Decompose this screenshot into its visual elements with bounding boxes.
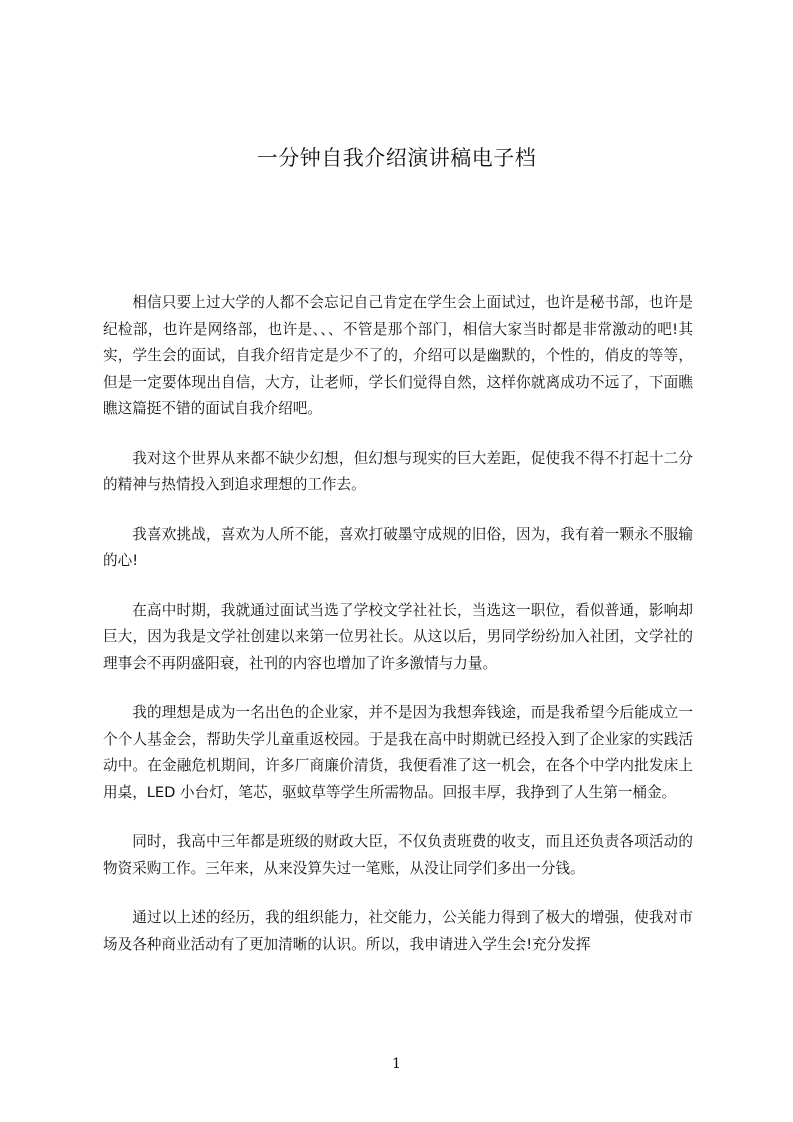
body-paragraph: 我对这个世界从来都不缺少幻想，但幻想与现实的巨大差距，促使我不得不打起十二分的精神与热情投入到追求理想的工作去。 — [103, 449, 693, 493]
body-paragraph: 相信只要上过大学的人都不会忘记自己肯定在学生会上面试过，也许是秘书部，也许是纪检部，也许是网络部，也许是、、、不管是那个部门，相信大家当时都是非常激动的吧!其实，学生会的面试，自我介绍肯定是少不了的，介绍可以是幽默的，个性的，俏皮的等等，但是一定要体现出自信，大方，让老师，学长们觉得自然，这样你就离成功不远了，下面瞧瞧这篇挺不错的面试自我介绍吧。 — [103, 294, 693, 417]
body-paragraph: 我喜欢挑战，喜欢为人所不能，喜欢打破墨守成规的旧俗，因为，我有着一颗永不服输的心! — [103, 525, 693, 569]
body-paragraph: 我的理想是成为一名出色的企业家，并不是因为我想奔钱途，而是我希望今后能成立一个个人基金会，帮助失学儿童重返校园。于是我在高中时期就已经投入到了企业家的实践活动中。在金融危机期间，许多厂商廉价清货，我便看准了这一机会，在各个中学内批发床上用桌，LED 小台灯，笔芯，驱蚊草等学生所需物品。回报丰厚，我挣到了人生第一桶金。 — [103, 704, 693, 801]
document-body — [103, 290, 693, 981]
body-paragraph: 在高中时期，我就通过面试当选了学校文学社社长，当选这一职位，看似普通，影响却巨大，因为我是文学社创建以来第一位男社长。从这以后，男同学纷纷加入社团，文学社的理事会不再阴盛阳衰，社刊的内容也增加了许多激情与力量。 — [103, 601, 693, 672]
body-paragraph: 通过以上述的经历，我的组织能力，社交能力，公关能力得到了极大的增强，使我对市场及各种商业活动有了更加清晰的认识。所以，我申请进入学生会!充分发挥 — [103, 909, 693, 953]
document-title: 一分钟自我介绍演讲稿电子档 — [256, 146, 537, 170]
page-number: 1 — [392, 1056, 401, 1072]
body-paragraph: 同时，我高中三年都是班级的财政大臣，不仅负责班费的收支，而且还负责各项活动的物资采购工作。三年来，从来没算失过一笔账，从没让同学们多出一分钱。 — [103, 833, 693, 877]
